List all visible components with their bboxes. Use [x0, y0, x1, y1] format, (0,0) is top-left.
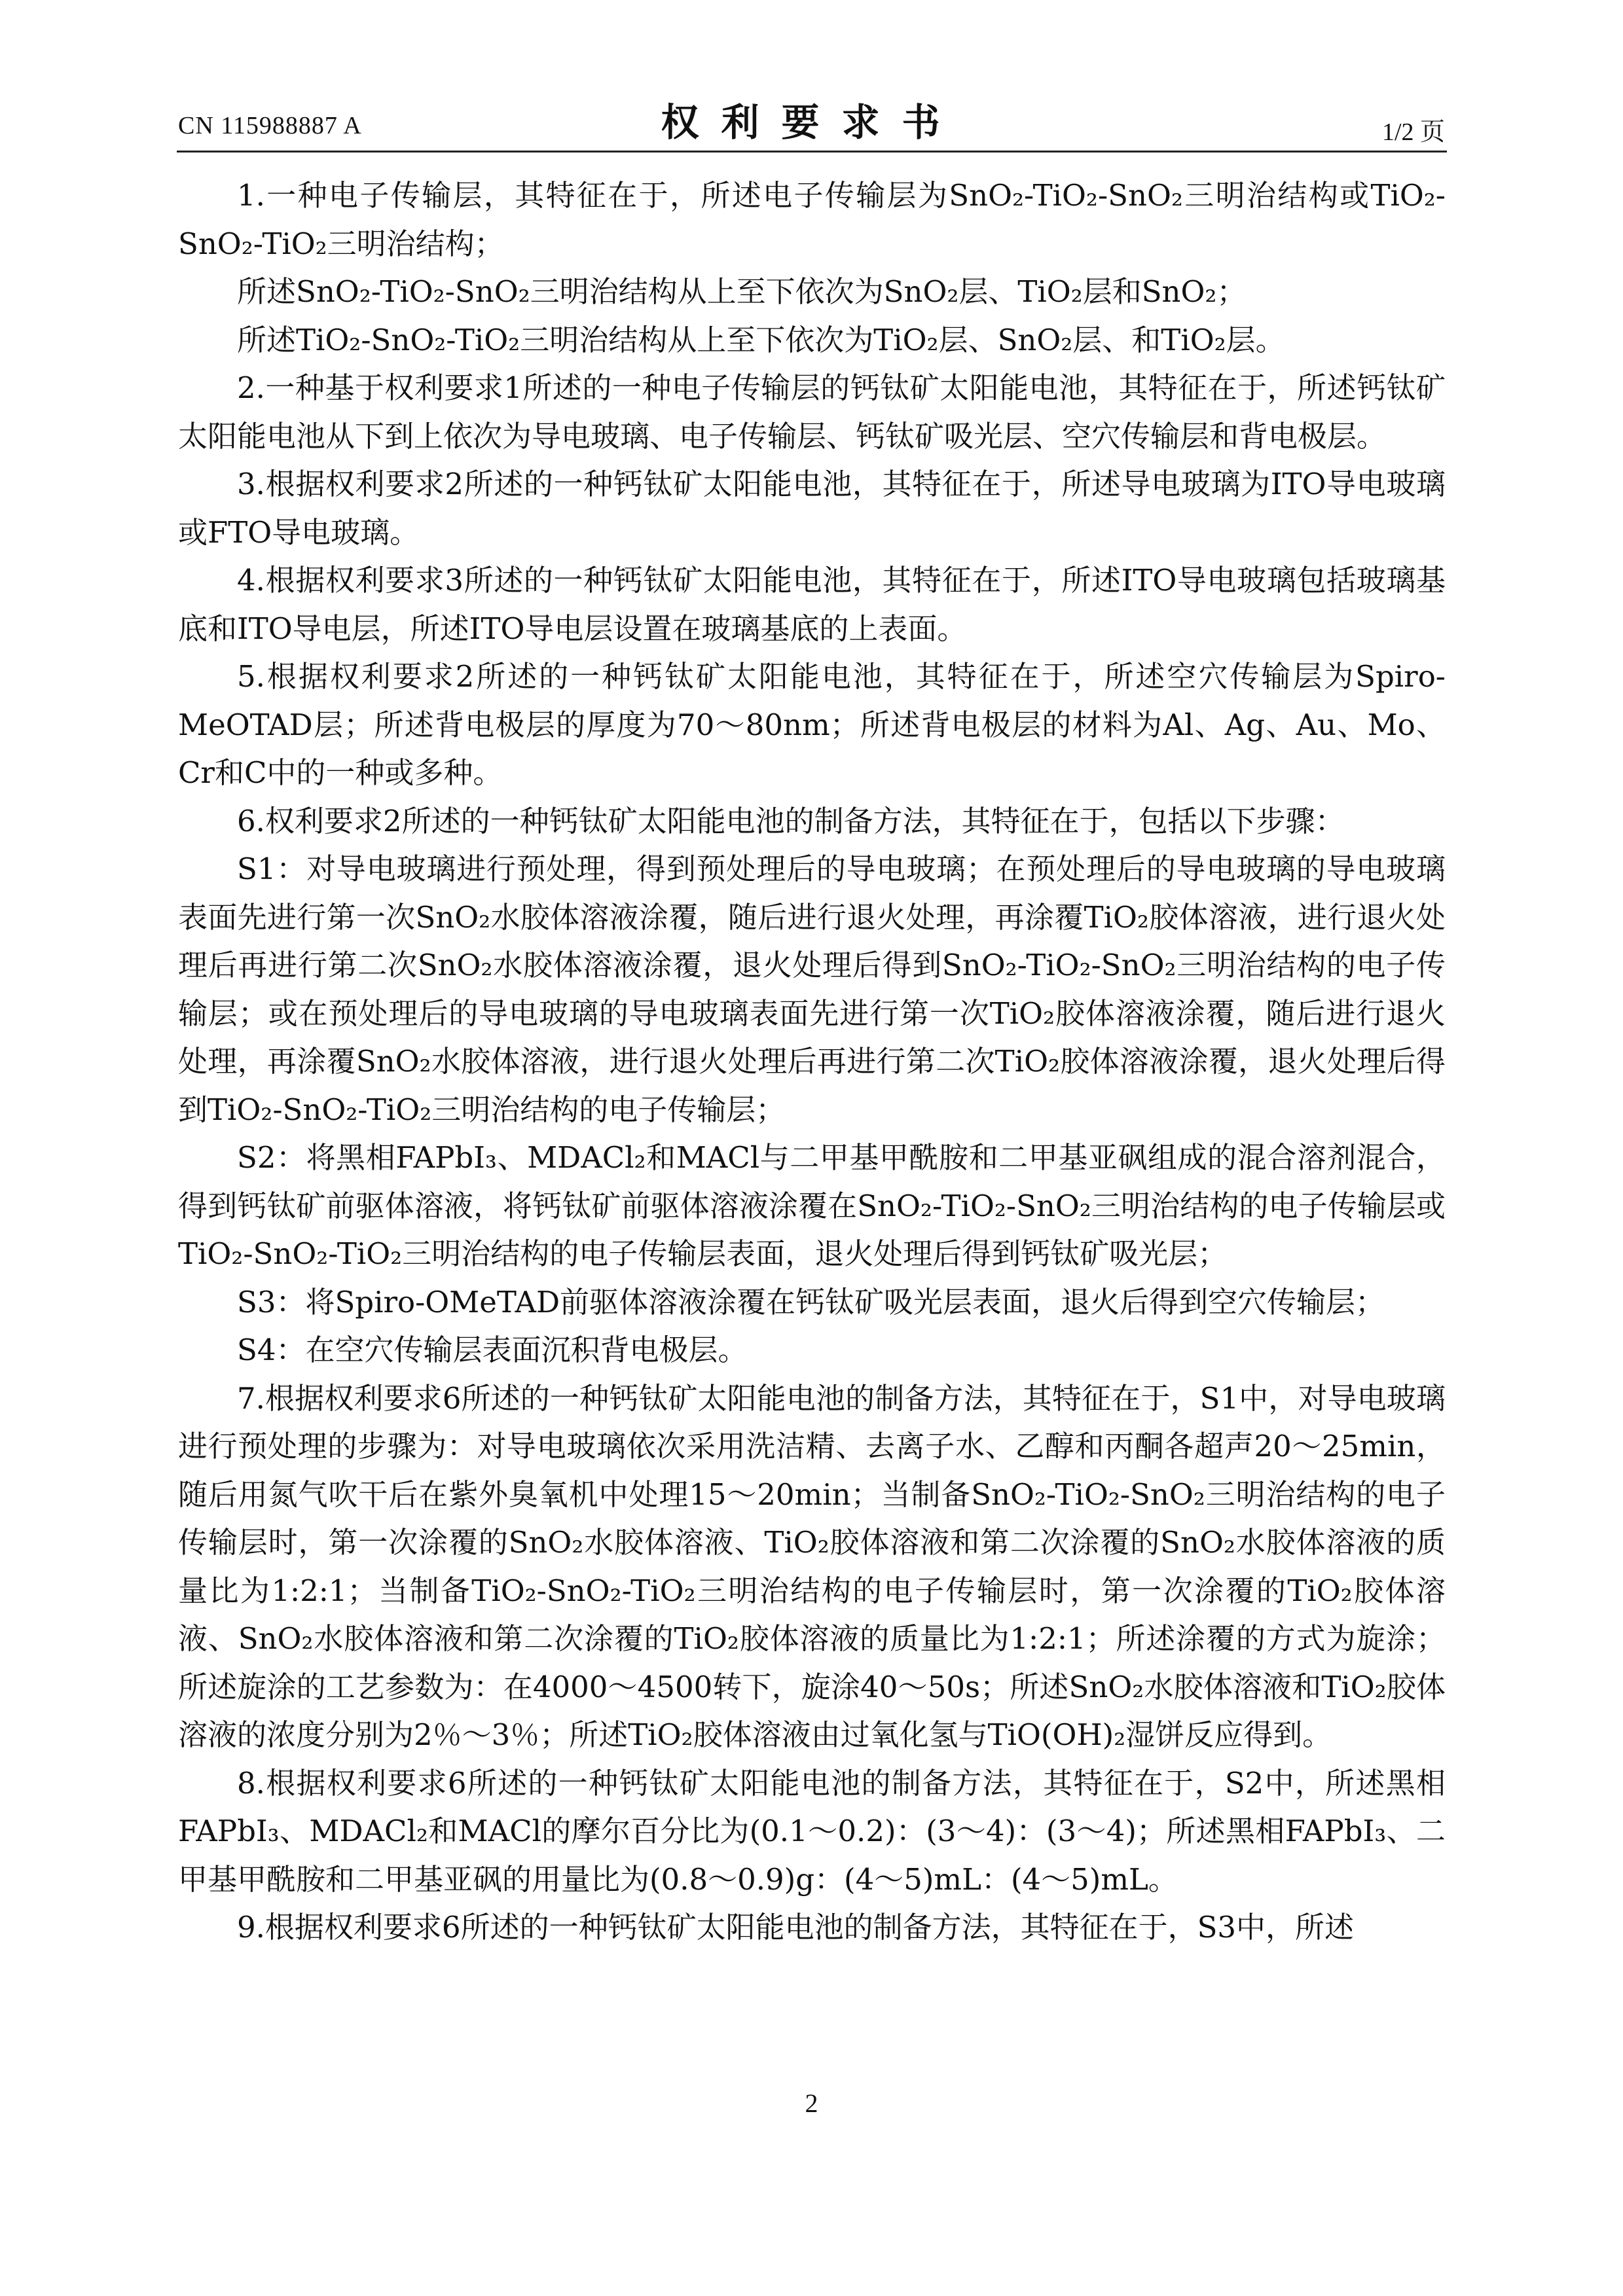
- publication-number: CN 115988887 A: [178, 112, 362, 139]
- page-title: 权利要求书: [661, 100, 962, 145]
- claim-paragraph: 8.根据权利要求6所述的一种钙钛矿太阳能电池的制备方法，其特征在于，S2中，所述黑相FAPbI₃、MDACl₂和MACl的摩尔百分比为(0.1～0.2)：(3～4)：(3～4)；所述黑相FAPbI₃、二甲基甲酰胺和二甲基亚砜的用量比为(0.8～0.9)g：(4～5)mL：(4～5)mL。: [178, 1765, 1446, 1897]
- claim-paragraph: 3.根据权利要求2所述的一种钙钛矿太阳能电池，其特征在于，所述导电玻璃为ITO导电玻璃或FTO导电玻璃。: [178, 467, 1446, 550]
- claim-paragraph: 所述SnO₂-TiO₂-SnO₂三明治结构从上至下依次为SnO₂层、TiO₂层和SnO₂；: [237, 274, 1247, 309]
- claim-paragraph: 5.根据权利要求2所述的一种钙钛矿太阳能电池，其特征在于，所述空穴传输层为Spiro-MeOTAD层；所述背电极层的厚度为70～80nm；所述背电极层的材料为Al、Ag、Au、Mo、Cr和C中的一种或多种。: [178, 659, 1446, 790]
- claim-paragraph: 9.根据权利要求6所述的一种钙钛矿太阳能电池的制备方法，其特征在于，S3中，所述: [237, 1910, 1355, 1945]
- claim-paragraph: S1：对导电玻璃进行预处理，得到预处理后的导电玻璃；在预处理后的导电玻璃的导电玻璃表面先进行第一次SnO₂水胶体溶液涂覆，随后进行退火处理，再涂覆TiO₂胶体溶液，进行退火处理后再进行第二次SnO₂水胶体溶液涂覆，退火处理后得到SnO₂-TiO₂-SnO₂三明治结构的电子传输层；或在预处理后的导电玻璃的导电玻璃表面先进行第一次TiO₂胶体溶液涂覆，随后进行退火处理，再涂覆SnO₂水胶体溶液，进行退火处理后再进行第二次TiO₂胶体溶液涂覆，退火处理后得到TiO₂-SnO₂-TiO₂三明治结构的电子传输层；: [178, 852, 1446, 1127]
- claim-paragraph: 2.一种基于权利要求1所述的一种电子传输层的钙钛矿太阳能电池，其特征在于，所述钙钛矿太阳能电池从下到上依次为导电玻璃、电子传输层、钙钛矿吸光层、空穴传输层和背电极层。: [178, 370, 1446, 454]
- claim-paragraph: 1.一种电子传输层，其特征在于，所述电子传输层为SnO₂-TiO₂-SnO₂三明治结构或TiO₂-SnO₂-TiO₂三明治结构；: [178, 178, 1446, 261]
- claim-paragraph: 所述TiO₂-SnO₂-TiO₂三明治结构从上至下依次为TiO₂层、SnO₂层、和TiO₂层。: [237, 322, 1285, 357]
- page-indicator: 1/2 页: [1381, 118, 1445, 146]
- claim-paragraph: 7.根据权利要求6所述的一种钙钛矿太阳能电池的制备方法，其特征在于，S1中，对导电玻璃进行预处理的步骤为：对导电玻璃依次采用洗洁精、去离子水、乙醇和丙酮各超声20～25min，随后用氮气吹干后在紫外臭氧机中处理15～20min；当制备SnO₂-TiO₂-SnO₂三明治结构的电子传输层时，第一次涂覆的SnO₂水胶体溶液、TiO₂胶体溶液和第二次涂覆的SnO₂水胶体溶液的质量比为1:2:1；当制备TiO₂-SnO₂-TiO₂三明治结构的电子传输层时，第一次涂覆的TiO₂胶体溶液、SnO₂水胶体溶液和第二次涂覆的TiO₂胶体溶液的质量比为1:2:1；所述涂覆的方式为旋涂；所述旋涂的工艺参数为：在4000～4500转下，旋涂40～50s；所述SnO₂水胶体溶液和TiO₂胶体溶液的浓度分别为2％～3％；所述TiO₂胶体溶液由过氧化氢与TiO(OH)₂湿饼反应得到。: [178, 1380, 1446, 1752]
- page-number: 2: [805, 2089, 818, 2118]
- claim-paragraph: 4.根据权利要求3所述的一种钙钛矿太阳能电池，其特征在于，所述ITO导电玻璃包括玻璃基底和ITO导电层，所述ITO导电层设置在玻璃基底的上表面。: [178, 563, 1446, 646]
- claim-paragraph: S4：在空穴传输层表面沉积背电极层。: [237, 1333, 748, 1367]
- header-divider: [177, 151, 1447, 152]
- claim-paragraph: S3：将Spiro-OMeTAD前驱体溶液涂覆在钙钛矿吸光层表面，退火后得到空穴传输层；: [237, 1284, 1385, 1319]
- claim-paragraph: S2：将黑相FAPbI₃、MDACl₂和MACl与二甲基甲酰胺和二甲基亚砜组成的混合溶剂混合，得到钙钛矿前驱体溶液，将钙钛矿前驱体溶液涂覆在SnO₂-TiO₂-SnO₂三明治结构的电子传输层或TiO₂-SnO₂-TiO₂三明治结构的电子传输层表面，退火处理后得到钙钛矿吸光层；: [178, 1140, 1446, 1271]
- claims-body: [178, 171, 1446, 1952]
- claim-paragraph: 6.权利要求2所述的一种钙钛矿太阳能电池的制备方法，其特征在于，包括以下步骤：: [237, 803, 1345, 838]
